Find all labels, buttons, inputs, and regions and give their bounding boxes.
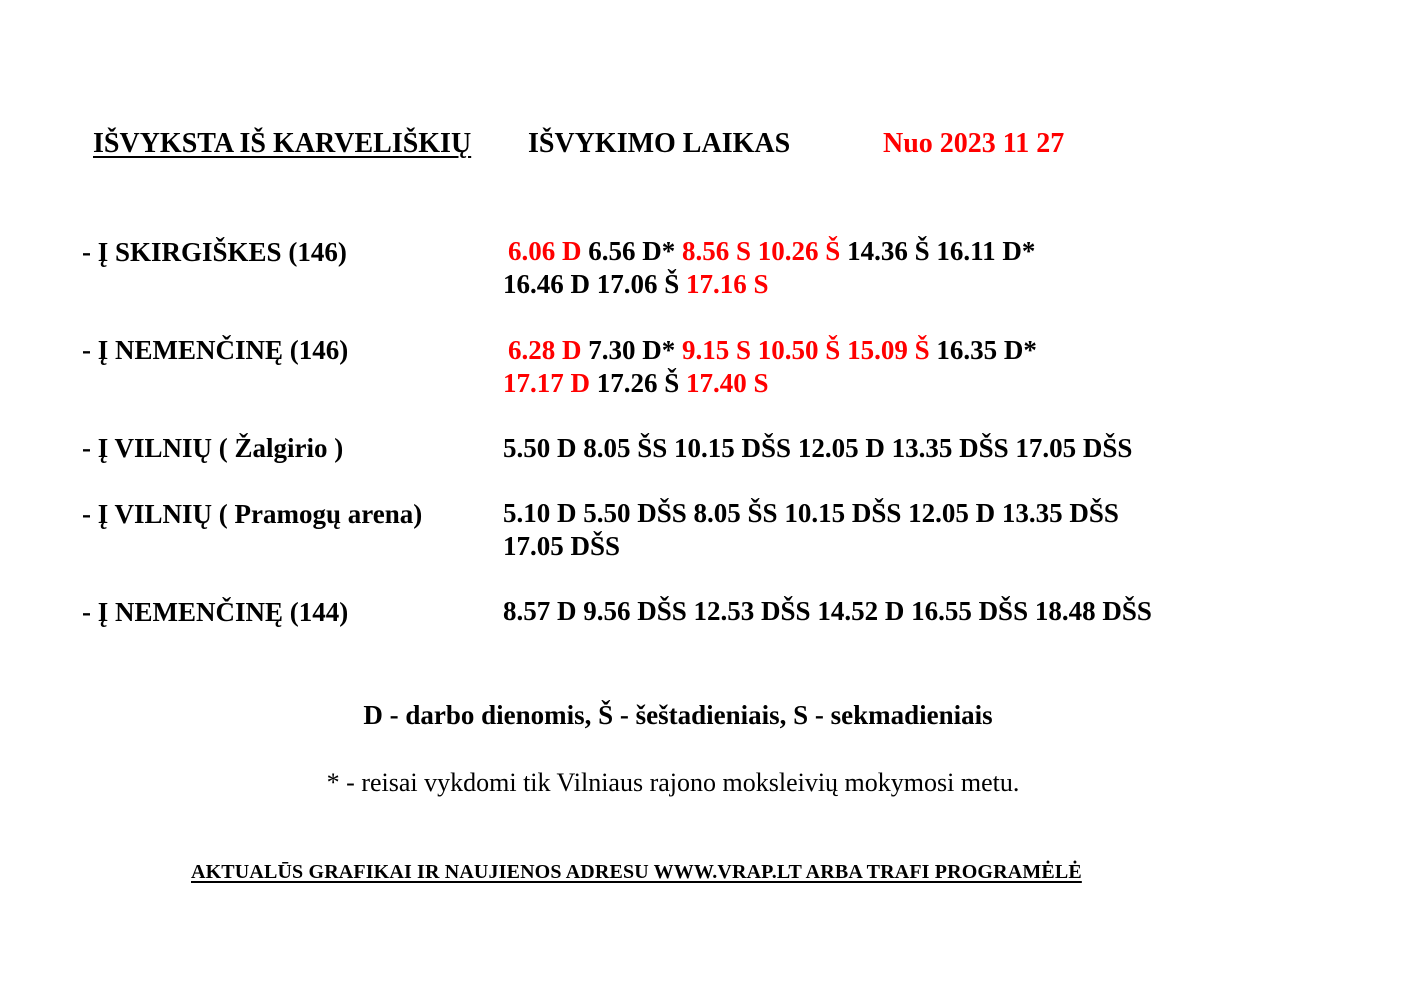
departure-time: 13.35 DŠS: [891, 433, 1009, 463]
valid-from-date: Nuo 2023 11 27: [883, 128, 1065, 159]
departure-time-heading: IŠVYKIMO LAIKAS: [528, 128, 791, 159]
departure-line: [503, 334, 1037, 367]
departure-time: 17.05 DŠS: [1015, 433, 1133, 463]
route-label-vilnius-pramogu-arena: - Į VILNIŲ ( Pramogų arena): [82, 499, 423, 529]
footer-website-notice: AKTUALŪS GRAFIKAI IR NAUJIENOS ADRESU WWW.VRAP.LT ARBA TRAFI PROGRAMĖLĖ: [191, 861, 1082, 883]
departure-time: 18.48 DŠS: [1034, 596, 1152, 626]
route-times-nemencine-144: [503, 595, 1152, 628]
day-type-legend: D - darbo dienomis, Š - šeštadieniais, S - sekmadieniais: [363, 700, 993, 730]
departure-time: 8.05 ŠS: [583, 433, 668, 463]
departure-time: 16.11 D*: [936, 236, 1036, 266]
departure-line: [503, 530, 1119, 563]
departure-line: [503, 235, 1035, 268]
departure-line: [503, 432, 1132, 465]
departure-time: 8.05 ŠS: [693, 498, 778, 528]
departure-time: 8.56 S: [682, 236, 752, 266]
departure-time: 17.26 Š: [596, 368, 680, 398]
departure-time: 10.26 Š: [757, 236, 841, 266]
route-label-vilnius-zalgirio: - Į VILNIŲ ( Žalgirio ): [82, 433, 344, 463]
departure-time: 9.56 DŠS: [583, 596, 687, 626]
departure-time: 9.15 S: [682, 335, 752, 365]
route-times-vilnius-zalgirio: [503, 432, 1132, 465]
departure-time: 6.28 D: [508, 335, 582, 365]
departure-time: 10.50 Š: [757, 335, 841, 365]
departure-time: 5.10 D: [503, 498, 577, 528]
departure-time: 16.35 D*: [936, 335, 1037, 365]
route-label-skirgiskes-146: - Į SKIRGIŠKES (146): [82, 237, 347, 267]
route-times-skirgiskes-146: [503, 235, 1035, 301]
route-label-nemencine-144: - Į NEMENČINĘ (144): [82, 597, 349, 627]
departure-time: 6.56 D*: [588, 236, 676, 266]
departure-time: 13.35 DŠS: [1001, 498, 1119, 528]
departure-line: [503, 367, 1037, 400]
departure-time: 15.09 Š: [847, 335, 930, 365]
departure-time: 14.36 Š: [847, 236, 930, 266]
departure-time: 5.50 D: [503, 433, 577, 463]
departure-time: 17.16 S: [686, 269, 769, 299]
departure-time: 17.17 D: [503, 368, 590, 398]
departs-from-heading: IŠVYKSTA IŠ KARVELIŠKIŲ: [93, 128, 472, 159]
departure-time: 10.15 DŠS: [674, 433, 792, 463]
departure-time: 17.06 Š: [596, 269, 680, 299]
departure-time: 17.05 DŠS: [503, 531, 621, 561]
route-label-nemencine-146: - Į NEMENČINĘ (146): [82, 335, 349, 365]
departure-time: 16.46 D: [503, 269, 590, 299]
departure-time: 5.50 DŠS: [583, 498, 687, 528]
route-times-nemencine-146: [503, 334, 1037, 400]
departure-line: [503, 497, 1119, 530]
departure-time: 16.55 DŠS: [911, 596, 1029, 626]
departure-line: [503, 595, 1152, 628]
departure-line: [503, 268, 1035, 301]
departure-time: 7.30 D*: [588, 335, 676, 365]
departure-time: 8.57 D: [503, 596, 577, 626]
departure-time: 12.05 D: [797, 433, 885, 463]
departure-time: 6.06 D: [508, 236, 582, 266]
school-period-note: * - reisai vykdomi tik Vilniaus rajono moksleivių mokymosi metu.: [326, 768, 1020, 797]
departure-time: 12.53 DŠS: [693, 596, 811, 626]
departure-time: 17.40 S: [686, 368, 769, 398]
departure-time: 10.15 DŠS: [784, 498, 902, 528]
route-times-vilnius-pramogu-arena: [503, 497, 1119, 563]
departure-time: 14.52 D: [817, 596, 905, 626]
departure-time: 12.05 D: [908, 498, 996, 528]
